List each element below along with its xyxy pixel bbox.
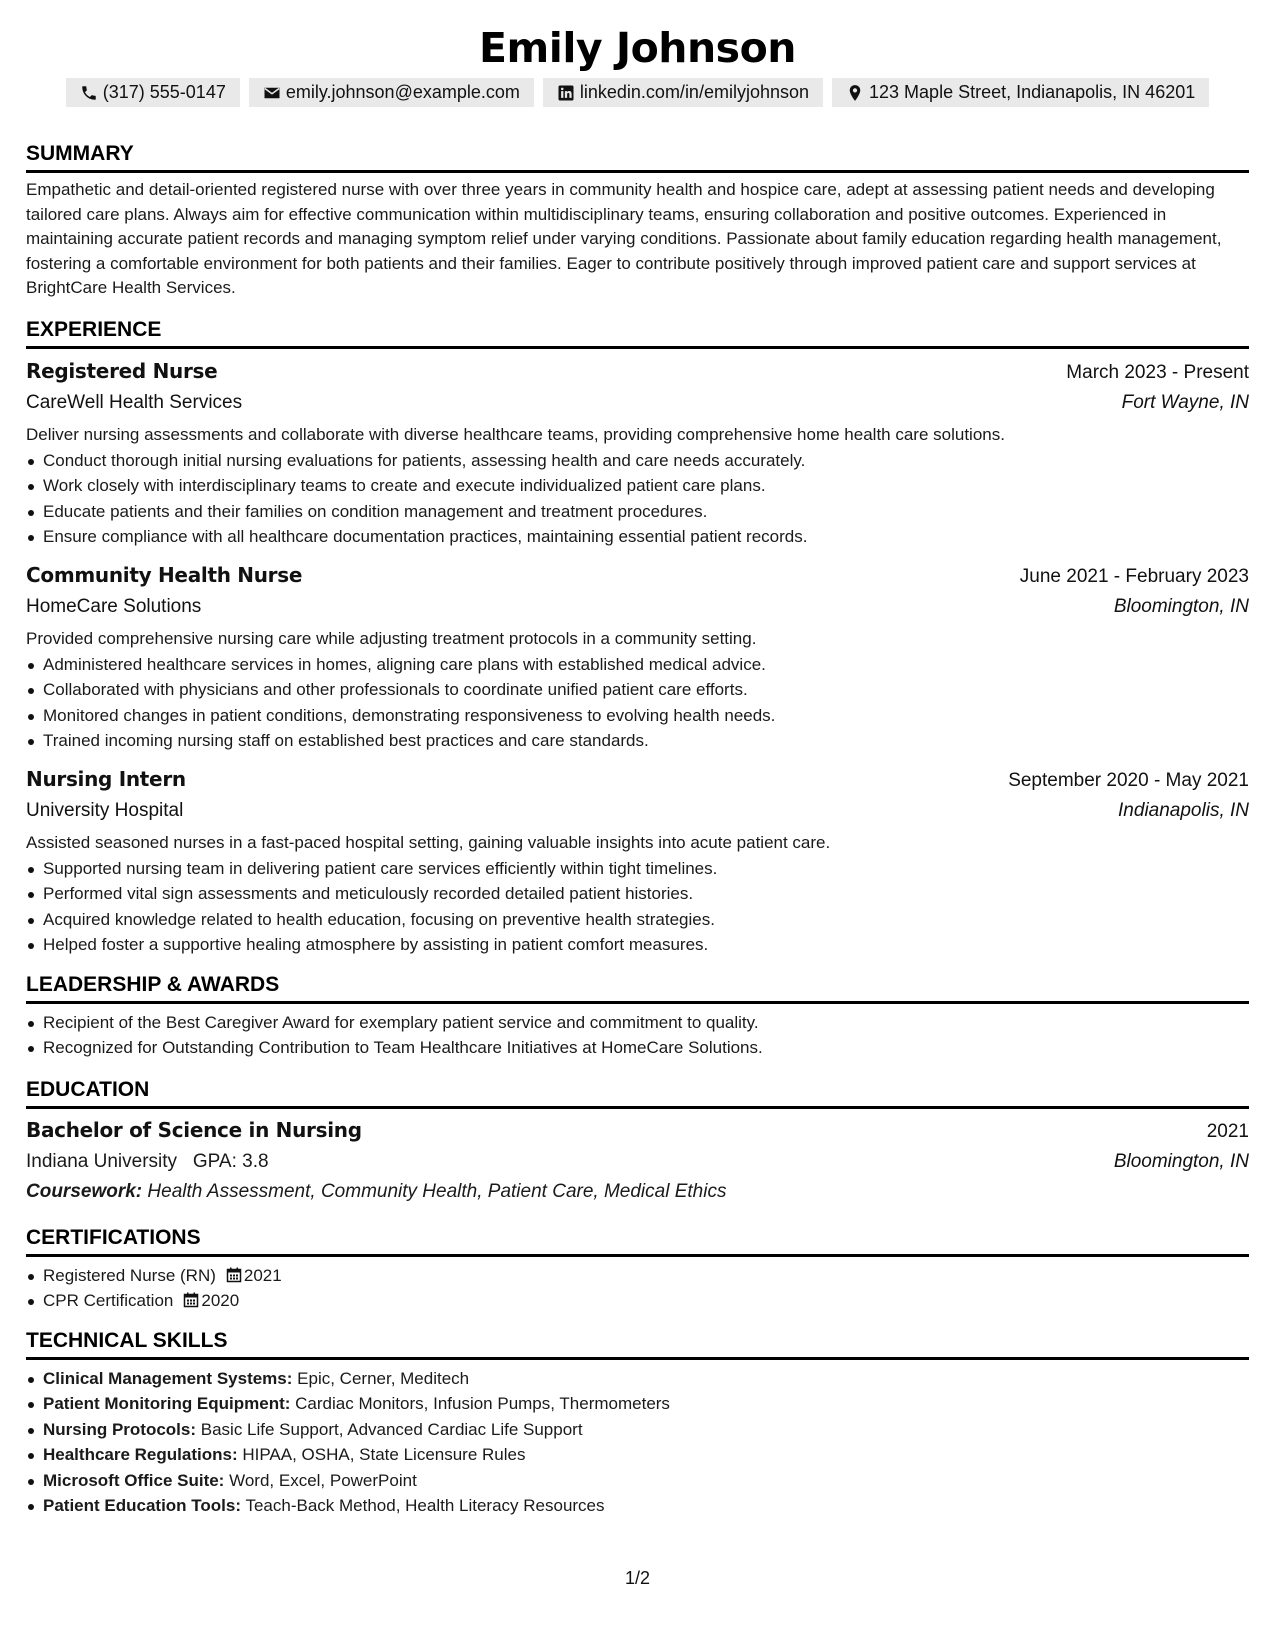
- experience-section: [26, 317, 1249, 958]
- skill-value: Epic, Cerner, Meditech: [297, 1368, 470, 1388]
- skill-label: Microsoft Office Suite:: [43, 1470, 225, 1490]
- education-year: 2021: [1206, 1120, 1249, 1142]
- list-item: Ensure compliance with all healthcare documentation practices, maintaining essential patient records.: [26, 524, 1249, 550]
- linkedin-icon: [557, 84, 575, 102]
- calendar-icon: [183, 1292, 199, 1308]
- contact-email[interactable]: [249, 78, 534, 107]
- contact-address[interactable]: [832, 78, 1209, 107]
- page-number: 1/2: [624, 1568, 651, 1588]
- list-item: Educate patients and their families on condition management and treatment procedures.: [26, 499, 1249, 525]
- job-entry: [26, 356, 1249, 550]
- skill-label: Healthcare Regulations:: [43, 1445, 238, 1464]
- job-organization: HomeCare Solutions: [26, 595, 202, 617]
- skill-value: Basic Life Support, Advanced Cardiac Life Support: [200, 1419, 583, 1439]
- skills-section: [26, 1328, 1249, 1519]
- skills-list: [26, 1366, 1249, 1519]
- list-item: [26, 1468, 1249, 1494]
- envelope-icon: [263, 84, 281, 102]
- job-organization: University Hospital: [26, 799, 184, 821]
- candidate-name: Emily Johnson: [479, 24, 796, 72]
- list-item: Recognized for Outstanding Contribution to Team Healthcare Initiatives at HomeCare Solutions.: [26, 1035, 1249, 1061]
- skill-label: Patient Monitoring Equipment:: [43, 1394, 291, 1413]
- skill-label: Patient Education Tools:: [43, 1496, 242, 1515]
- certification-year: 2020: [201, 1291, 240, 1310]
- job-role: Nursing Intern: [26, 766, 186, 791]
- summary-section: [26, 141, 1249, 301]
- list-item: [26, 1263, 1249, 1289]
- job-dates: June 2021 - February 2023: [1019, 565, 1249, 587]
- list-item: Conduct thorough initial nursing evaluations for patients, assessing health and care needs accurately.: [26, 448, 1249, 474]
- certification-year: 2021: [243, 1265, 282, 1285]
- education-gpa: GPA: 3.8: [192, 1150, 269, 1172]
- list-item: Administered healthcare services in homes, aligning care plans with established medical advice.: [26, 652, 1249, 678]
- skill-value: Teach-Back Method, Health Literacy Resources: [245, 1496, 605, 1515]
- job-organization: CareWell Health Services: [26, 391, 243, 413]
- awards-list: [26, 1010, 1249, 1061]
- certification-name: Registered Nurse (RN): [43, 1265, 216, 1285]
- list-item: [26, 1442, 1249, 1468]
- job-role: Registered Nurse: [26, 358, 218, 383]
- contact-linkedin-text: linkedin.com/in/emilyjohnson: [579, 82, 810, 102]
- certifications-list: [26, 1263, 1249, 1314]
- list-item: Performed vital sign assessments and meticulously recorded detailed patient histories.: [26, 881, 1249, 907]
- list-item: [26, 1391, 1249, 1417]
- section-title-experience: EXPERIENCE: [26, 317, 1249, 349]
- summary-text: Empathetic and detail-oriented registered nurse with over three years in community health and hospice care, adept at assessing patient needs and developing tailored care plans. Always aim for effective communication within multidisciplinary teams, ensuring collaboration and positive outcomes. Experienced in maintaining accurate patient records and managing symptom relief under varying conditions. Passionate about family education regarding health management, fostering a comfortable environment for both patients and their families. Eager to contribute positively through improved patient care and support services at BrightCare Health Services.: [26, 180, 1222, 297]
- skill-label: Nursing Protocols:: [43, 1419, 197, 1439]
- job-description: Deliver nursing assessments and collaborate with diverse healthcare teams, providing comprehensive home health care solutions.: [26, 424, 1005, 444]
- contact-phone[interactable]: [66, 78, 240, 107]
- skill-value: Cardiac Monitors, Infusion Pumps, Thermometers: [295, 1394, 670, 1413]
- list-item: Monitored changes in patient conditions, demonstrating responsiveness to evolving health needs.: [26, 703, 1249, 729]
- job-bullets: [26, 856, 1249, 958]
- education-location: Bloomington, IN: [1113, 1150, 1249, 1172]
- job-dates: September 2020 - May 2021: [1008, 769, 1249, 791]
- section-title-certifications: CERTIFICATIONS: [26, 1225, 1249, 1257]
- contact-address-text: 123 Maple Street, Indianapolis, IN 46201: [869, 82, 1196, 102]
- list-item: Acquired knowledge related to health education, focusing on preventive health strategies.: [26, 907, 1249, 933]
- job-location: Fort Wayne, IN: [1121, 391, 1249, 413]
- list-item: Work closely with interdisciplinary teams to create and execute individualized patient care plans.: [26, 473, 1249, 499]
- list-item: Trained incoming nursing staff on established best practices and care standards.: [26, 728, 1249, 754]
- certification-name: CPR Certification: [43, 1291, 174, 1310]
- contact-phone-text: (317) 555-0147: [102, 82, 226, 102]
- section-title-summary: SUMMARY: [26, 141, 1249, 173]
- education-coursework: [26, 1177, 1249, 1207]
- job-entry: [26, 764, 1249, 958]
- phone-icon: [80, 84, 98, 102]
- job-description: Provided comprehensive nursing care while adjusting treatment protocols in a community setting.: [26, 628, 757, 648]
- list-item: Recipient of the Best Caregiver Award for exemplary patient service and commitment to quality.: [26, 1010, 1249, 1036]
- education-school: Indiana University: [26, 1150, 178, 1172]
- job-bullets: [26, 652, 1249, 754]
- awards-section: [26, 972, 1249, 1061]
- education-school-line: [26, 1147, 269, 1177]
- skill-label: Clinical Management Systems:: [43, 1368, 293, 1388]
- coursework-value: Health Assessment, Community Health, Patient Care, Medical Ethics: [147, 1180, 727, 1202]
- calendar-icon: [226, 1267, 242, 1283]
- list-item: Helped foster a supportive healing atmosphere by assisting in patient comfort measures.: [26, 932, 1249, 958]
- contact-linkedin[interactable]: [543, 78, 823, 107]
- education-section: [26, 1077, 1249, 1207]
- list-item: [26, 1493, 1249, 1519]
- skill-value: Word, Excel, PowerPoint: [229, 1470, 417, 1490]
- list-item: [26, 1417, 1249, 1443]
- section-title-education: EDUCATION: [26, 1077, 1249, 1109]
- job-dates: March 2023 - Present: [1066, 361, 1249, 383]
- list-item: Collaborated with physicians and other professionals to coordinate unified patient care efforts.: [26, 677, 1249, 703]
- section-title-skills: TECHNICAL SKILLS: [26, 1328, 1249, 1360]
- job-description: Assisted seasoned nurses in a fast-paced hospital setting, gaining valuable insights into acute patient care.: [26, 832, 831, 852]
- contact-bar: [26, 78, 1249, 107]
- map-marker-icon: [846, 84, 864, 102]
- list-item: [26, 1288, 1249, 1314]
- certifications-section: [26, 1225, 1249, 1314]
- section-title-awards: LEADERSHIP & AWARDS: [26, 972, 1249, 1004]
- job-location: Bloomington, IN: [1113, 595, 1249, 617]
- job-role: Community Health Nurse: [26, 562, 303, 587]
- job-bullets: [26, 448, 1249, 550]
- job-entry: [26, 560, 1249, 754]
- job-location: Indianapolis, IN: [1118, 799, 1249, 821]
- education-degree: Bachelor of Science in Nursing: [26, 1117, 362, 1142]
- list-item: Supported nursing team in delivering patient care services efficiently within tight timelines.: [26, 856, 1249, 882]
- skill-value: HIPAA, OSHA, State Licensure Rules: [242, 1445, 526, 1464]
- coursework-label: Coursework:: [26, 1180, 143, 1202]
- list-item: [26, 1366, 1249, 1392]
- contact-email-text: emily.johnson@example.com: [285, 82, 520, 102]
